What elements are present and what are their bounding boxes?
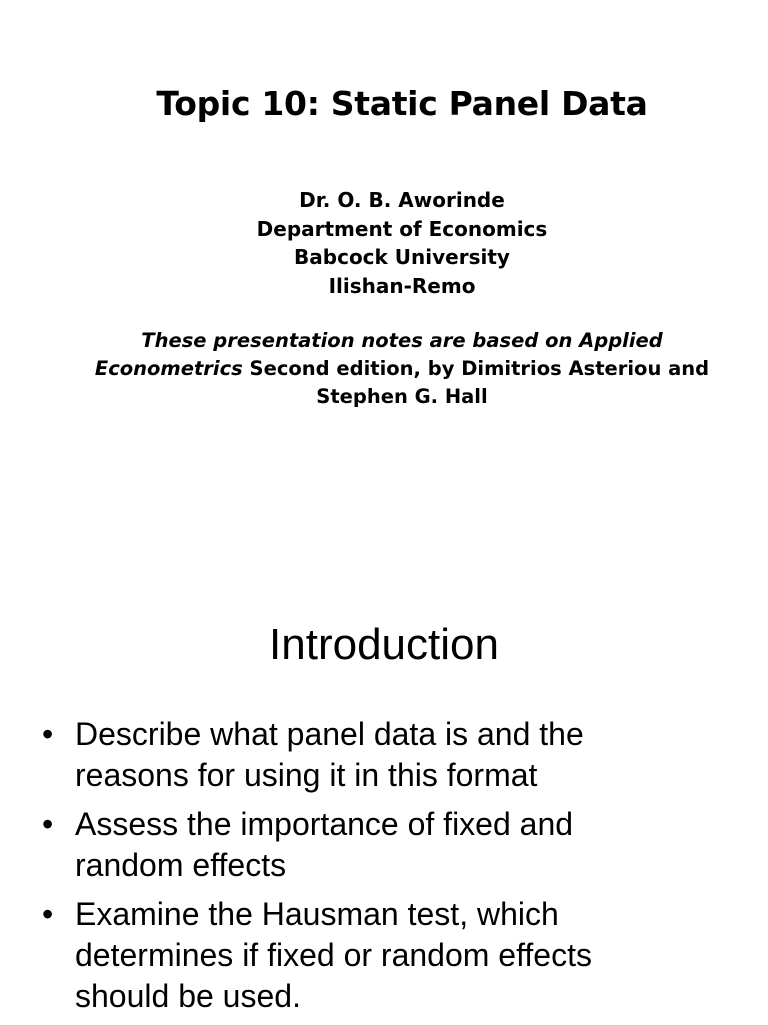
source-note-italic: These presentation notes are based on Applied Econometrics	[94, 329, 663, 380]
author-name: Dr. O. B. Aworinde	[299, 188, 505, 212]
bullet-text: Assess the importance of fixed and random effects	[75, 806, 574, 883]
bullet-icon: •	[42, 896, 54, 932]
slide-title: Topic 10: Static Panel Data	[156, 84, 648, 123]
source-note-plain: Second edition, by Dimitrios Asteriou and Stephen G. Hall	[242, 357, 710, 408]
author-block	[0, 186, 768, 300]
slide-introduction	[0, 520, 768, 1024]
bullet-item	[40, 714, 650, 796]
location-name: Ilishan-Remo	[328, 273, 476, 298]
bullet-list	[40, 714, 650, 1025]
bullet-text: Describe what panel data is and the reasons for using it in this format	[75, 716, 584, 793]
bullet-icon: •	[42, 716, 54, 752]
bullet-text: Examine the Hausman test, which determines if fixed or random effects should be used.	[75, 896, 592, 1014]
source-note	[90, 327, 714, 411]
department-name: Department of Economics	[256, 216, 548, 241]
section-title: Introduction	[269, 620, 499, 669]
bullet-icon: •	[42, 806, 54, 842]
university-name: Babcock University	[294, 245, 510, 269]
bullet-item	[40, 804, 650, 886]
bullet-item	[40, 894, 650, 1017]
